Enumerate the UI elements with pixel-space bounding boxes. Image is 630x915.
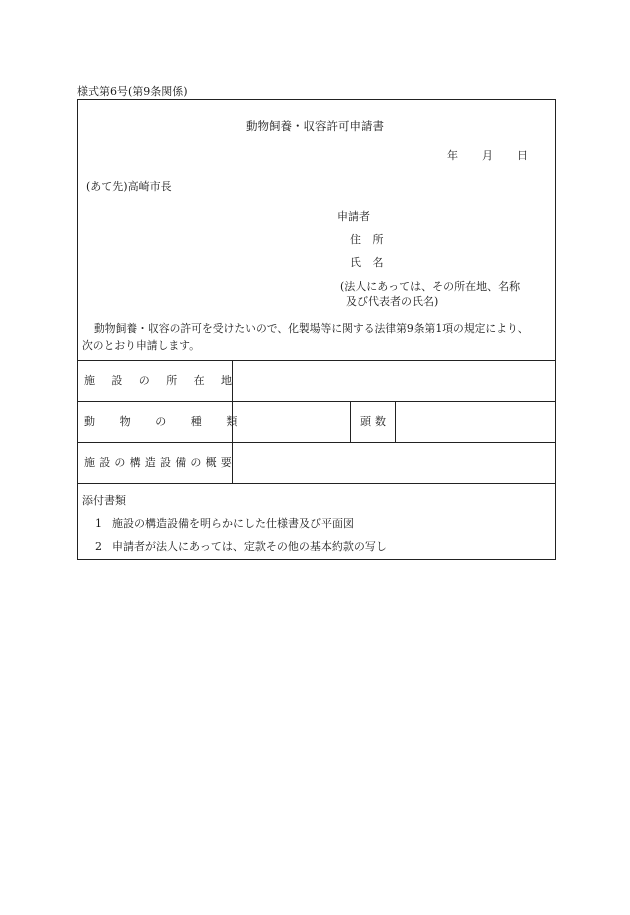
applicant-note-line2: 及び代表者の氏名) [346, 295, 439, 308]
applicant-heading: 申請者 [337, 210, 370, 223]
attachment-item-1-text: 施設の構造設備を明らかにした仕様書及び平面図 [112, 517, 354, 530]
attachment-item-1-num: 1 [95, 517, 102, 530]
location-field[interactable] [233, 361, 555, 401]
applicant-note-line1: (法人にあっては、その所在地、名称 [340, 280, 521, 293]
row-location-label-text: 施設の所在地 [84, 374, 249, 387]
date-month: 月 [482, 149, 493, 162]
row-count-label: 頭数 [360, 415, 390, 428]
structure-field[interactable] [233, 443, 555, 483]
applicant-address-label: 住 所 [350, 233, 388, 246]
statement-line2: 次のとおり申請します。 [82, 339, 200, 352]
row-structure-label: 施設の構造設備の概要 [84, 456, 236, 469]
table-bottom-rule [77, 483, 556, 484]
form-number: 様式第6号(第9条関係) [77, 85, 188, 98]
attachment-item-2-num: 2 [95, 540, 102, 553]
statement-line1: 動物飼養・収容の許可を受けたいので、化製場等に関する法律第9条第1項の規定により、 [94, 322, 529, 335]
form-title: 動物飼養・収容許可申請書 [246, 119, 384, 133]
row-species-label: 動物の種類 [84, 415, 262, 428]
date-year: 年 [447, 149, 458, 162]
count-field[interactable] [396, 402, 555, 442]
addressee: (あて先)高崎市長 [86, 180, 172, 193]
date-day: 日 [517, 149, 528, 162]
table-count-divider-left [350, 401, 351, 442]
row-location-label [84, 374, 249, 387]
species-field[interactable] [233, 402, 349, 442]
applicant-name-label: 氏 名 [350, 256, 388, 269]
attachment-item-2-text: 申請者が法人にあっては、定款その他の基本約款の写し [112, 540, 387, 553]
attachments-heading: 添付書類 [82, 494, 126, 507]
